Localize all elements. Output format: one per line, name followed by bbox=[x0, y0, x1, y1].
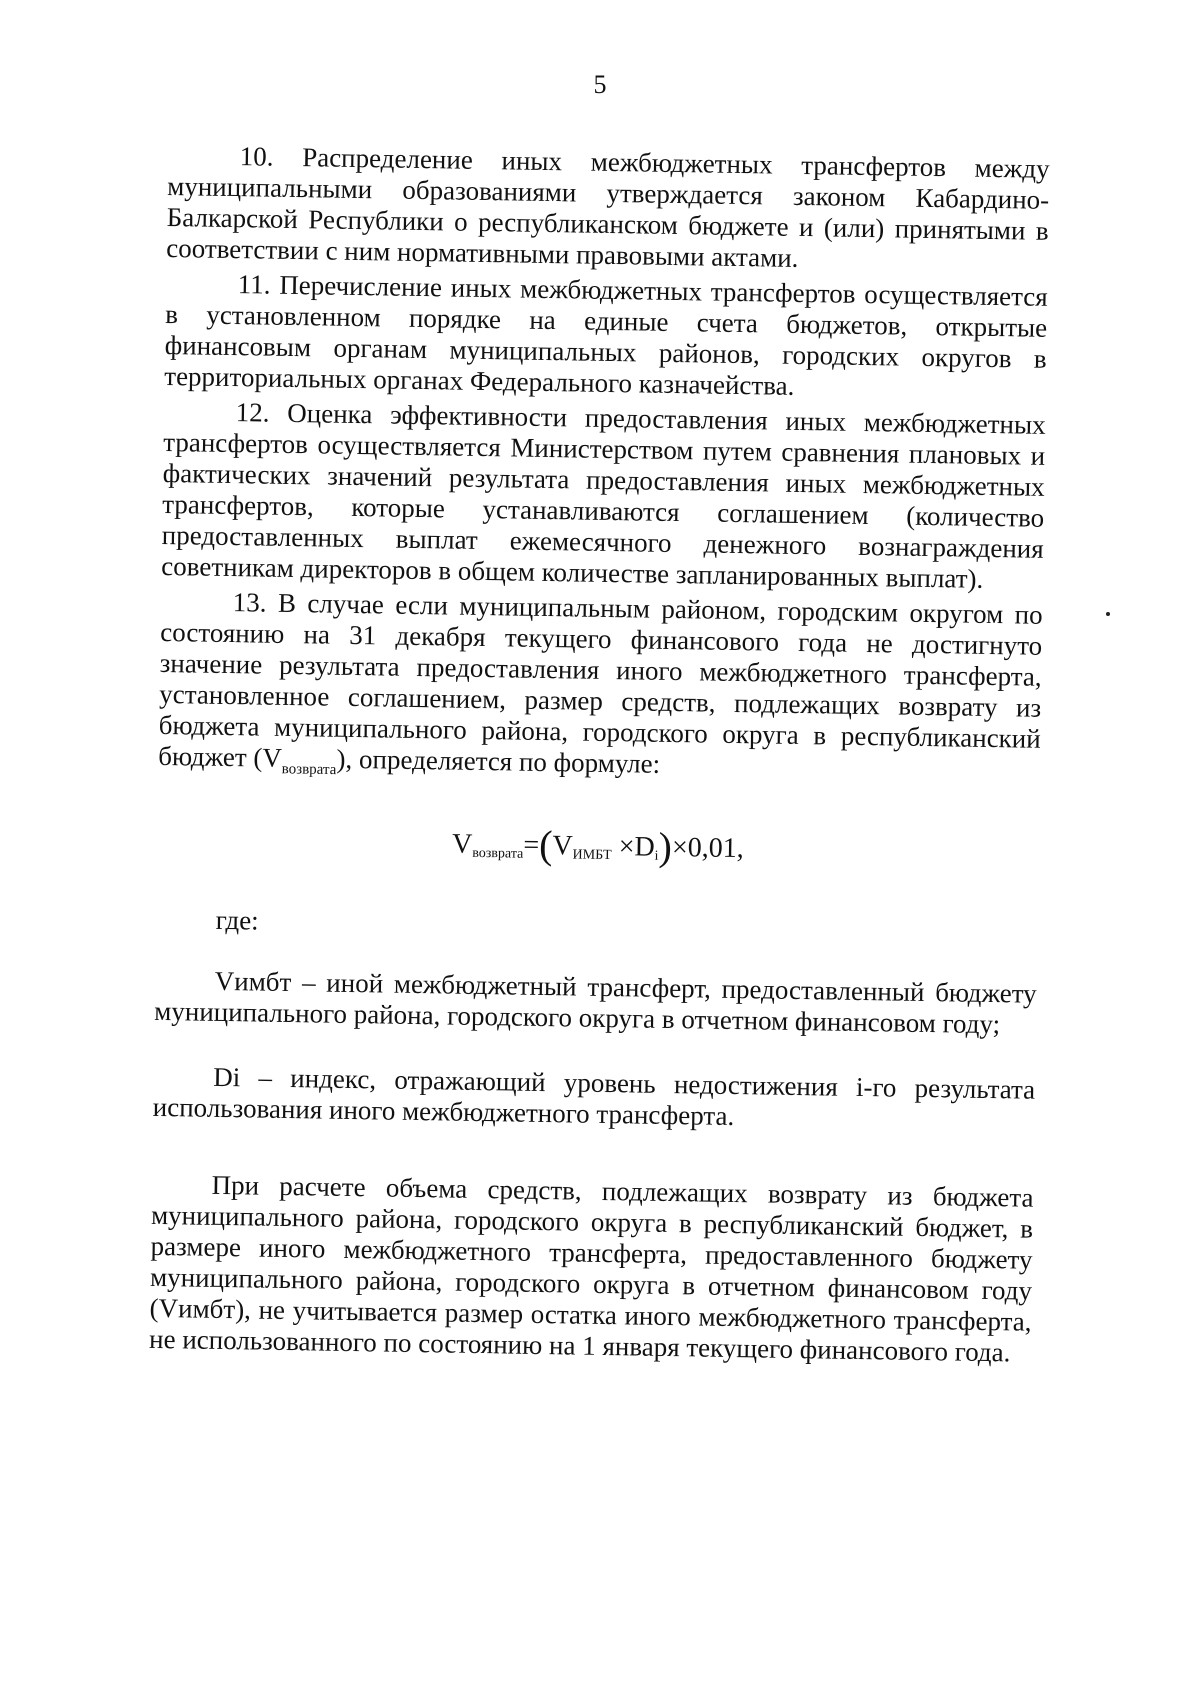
return-formula bbox=[157, 823, 1040, 878]
formula-paren-close: ) bbox=[658, 824, 673, 870]
formula-v2: V bbox=[552, 830, 573, 862]
paragraph-10: 10. Распределение иных межбюджетных трансфертов между муниципальными образованиями утверждается законом Кабардино-Балкарской Республики о республиканском бюджете и (или) принятыми в соответствии с ним нормативными правовыми актами. bbox=[166, 141, 1050, 273]
paragraph-13-end: ), определяется по формуле: bbox=[336, 743, 661, 779]
formula-paren-open: ( bbox=[538, 822, 553, 868]
page-number: 5 bbox=[593, 70, 607, 99]
definition-di: Di – индекс, отражающий уровень недостижения i-го результата использования иного межбюджетного трансферта. bbox=[152, 1062, 1036, 1132]
paragraph-13 bbox=[158, 586, 1043, 797]
paragraph-13-sub: возврата bbox=[281, 761, 337, 779]
formula-sub-imbt: ИМБТ bbox=[572, 847, 612, 864]
paragraph-11: 11. Перечисление иных межбюджетных трансфертов осуществляется в установленном порядке на единые счета бюджетов, открытые финансовым органам муниципальных районов, городских округов в территориальных органах Федерального казначейства. bbox=[164, 269, 1048, 401]
formula-eq: = bbox=[523, 830, 540, 862]
definition-vimbt: Vимбт – иной межбюджетный трансферт, предоставленный бюджету муниципального района, городского округа в отчетном финансовом году; bbox=[154, 966, 1037, 1040]
paragraph-12: 12. Оценка эффективности предоставления иных межбюджетных трансфертов осуществляется Министерством путем сравнения плановых и фактических значений результата предоставления иных межбюджетных трансфертов, которые устанавливаются соглашением (количество предоставленных выплат ежемесячного денежного вознаграждения советникам директоров в общем количестве запланированных выплат). bbox=[161, 397, 1046, 594]
scan-speck bbox=[1106, 612, 1110, 616]
formula-v: V bbox=[451, 828, 473, 861]
where-label: где: bbox=[215, 905, 259, 936]
paragraph-13-start: 13. В случае если муниципальным районом, городским округом по состоянию на 31 декабря текущего финансового года не достигнуто значение результата предоставления иного межбюджетного трансферта, установленное соглашением, размер средств, подлежащих возврату из бюджета муниципального района, городского округа в республиканский бюджет (V bbox=[158, 587, 1043, 773]
formula-tail: ×0,01, bbox=[671, 832, 744, 865]
formula-times-d: ×D bbox=[611, 831, 655, 864]
document-body bbox=[148, 140, 1049, 1396]
final-paragraph: При расчете объема средств, подлежащих возврату из бюджета муниципального района, городского округа в республиканский бюджет, в размере иного межбюджетного трансферта, предоставленного бюджету муниципального района, городского округа в отчетном финансовом году (Vимбт), не учитывается размер остатка иного межбюджетного трансферта, не использованного по состоянию на 1 января текущего финансового года. bbox=[148, 1170, 1034, 1368]
formula-sub-return: возврата bbox=[472, 846, 524, 863]
formula-sub-i: i bbox=[654, 849, 659, 865]
